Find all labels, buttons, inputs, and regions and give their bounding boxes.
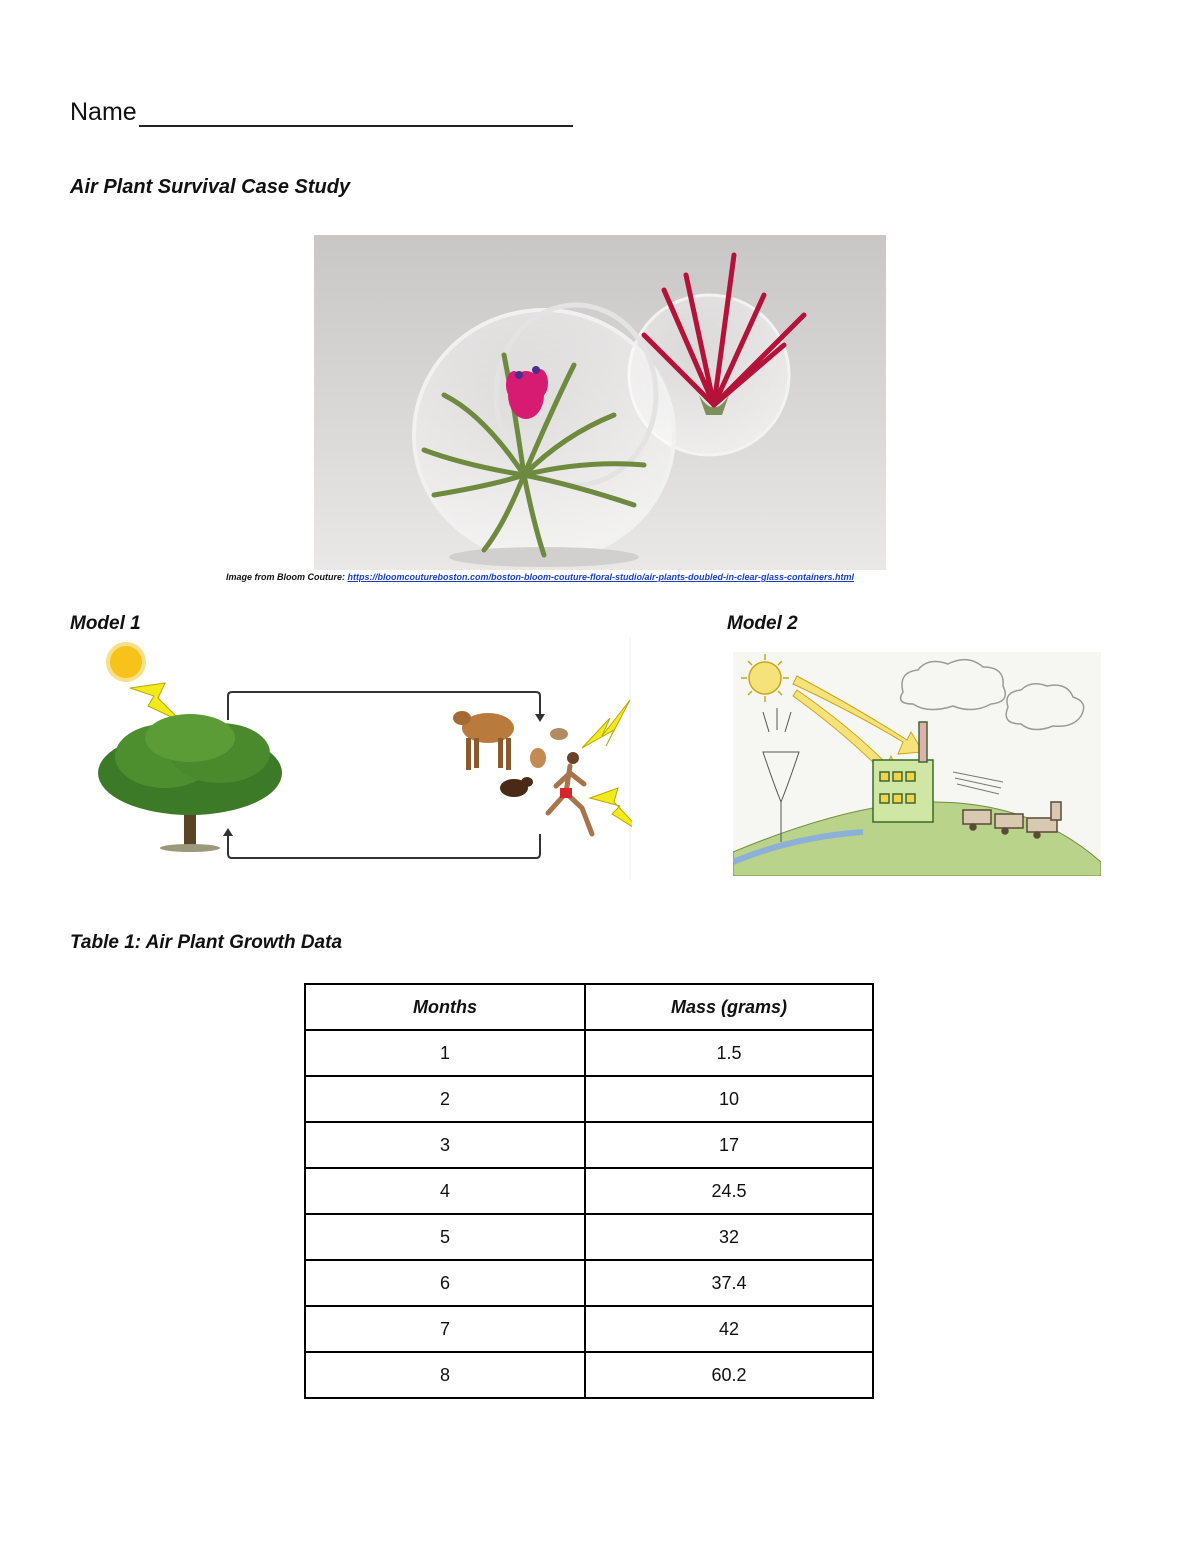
- table-row: [305, 1076, 873, 1122]
- rabbit-icon: [550, 728, 568, 740]
- column-header-mass: Mass (grams): [585, 984, 873, 1030]
- mass-cell: 60.2: [585, 1352, 873, 1398]
- table-row: [305, 1030, 873, 1076]
- table-row: [305, 1122, 873, 1168]
- name-label: Name: [70, 98, 137, 126]
- table-row: [305, 1352, 873, 1398]
- model-1-diagram: [70, 638, 632, 880]
- mass-cell: 1.5: [585, 1030, 873, 1076]
- month-cell: 2: [305, 1076, 585, 1122]
- month-cell: 3: [305, 1122, 585, 1168]
- chicken-icon: [530, 748, 546, 768]
- table-header-row: [305, 984, 873, 1030]
- column-header-months: Months: [305, 984, 585, 1030]
- month-cell: 7: [305, 1306, 585, 1352]
- mass-cell: 42: [585, 1306, 873, 1352]
- mass-cell: 32: [585, 1214, 873, 1260]
- page-title: Air Plant Survival Case Study: [70, 176, 351, 198]
- mass-cell: 10: [585, 1076, 873, 1122]
- mass-cell: 37.4: [585, 1260, 873, 1306]
- caption-source-link[interactable]: https://bloomcoutureboston.com/boston-bloom-couture-floral-studio/air-plants-doubled-in-clear-glass-containers.html: [347, 572, 855, 582]
- table-row: [305, 1168, 873, 1214]
- table-row: [305, 1306, 873, 1352]
- air-plant-growth-table: [304, 983, 874, 1399]
- photo-caption: [226, 572, 986, 582]
- name-blank-line[interactable]: [139, 99, 573, 127]
- model-1-label: Model 1: [70, 613, 141, 634]
- table-row: [305, 1214, 873, 1260]
- month-cell: 6: [305, 1260, 585, 1306]
- table-row: [305, 1260, 873, 1306]
- month-cell: 8: [305, 1352, 585, 1398]
- table-title: Table 1: Air Plant Growth Data: [70, 932, 343, 953]
- sun-icon: [108, 644, 144, 680]
- caption-prefix: Image from Bloom Couture:: [226, 572, 348, 582]
- mass-cell: 24.5: [585, 1168, 873, 1214]
- name-field-row: [70, 98, 573, 127]
- mass-cell: 17: [585, 1122, 873, 1168]
- month-cell: 5: [305, 1214, 585, 1260]
- air-plant-photo: [314, 235, 886, 570]
- model-2-diagram: [733, 652, 1101, 876]
- month-cell: 1: [305, 1030, 585, 1076]
- model-2-label: Model 2: [727, 613, 798, 634]
- month-cell: 4: [305, 1168, 585, 1214]
